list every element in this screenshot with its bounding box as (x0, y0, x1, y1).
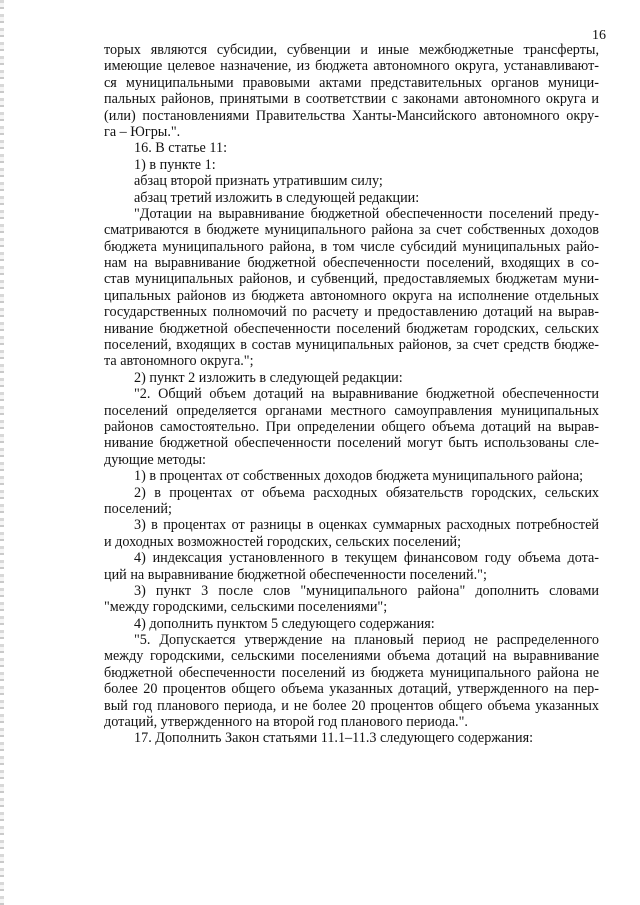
text-line: районов самостоятельно. При определении общего объема дотаций на вырав- (104, 418, 599, 435)
text-line: 4) индексация установленного в текущем финансовом году объема дота- (134, 550, 599, 567)
text-line: нам на выравнивание бюджетной обеспеченности поселений, входящих в со- (104, 255, 599, 272)
text-line: пальных районов, принятыми в соответствии с законами автономного округа и (104, 91, 599, 108)
text-line: и доходных возможностей городских, сельских поселений; (104, 533, 462, 550)
text-line: ций на выравнивание бюджетной обеспеченности поселений."; (104, 566, 487, 583)
text-line: нивание бюджетной обеспеченности поселений бюджетам городских, сельских (104, 320, 599, 337)
text-line: поселений, входящих в состав муниципальных районов, за счет средств бюдже- (104, 337, 599, 354)
text-line: бюджетной обеспеченности поселений из бюджета муниципального района не (104, 664, 599, 681)
text-line: государственных полномочий по расчету и предоставлению дотаций на вырав- (104, 304, 599, 321)
text-line: 1) в процентах от собственных доходов бюджета муниципального района; (134, 468, 584, 485)
text-line: ся муниципальными правовыми актами представительных органов муници- (104, 74, 599, 91)
text-line: (или) постановлениями Правительства Ханты-Мансийского автономного окру- (104, 107, 599, 124)
document-body (104, 42, 599, 747)
text-line: га – Югры.". (104, 123, 181, 140)
text-line: 3) пункт 3 после слов "муниципального района" дополнить словами (134, 582, 599, 599)
text-line: "между городскими, сельскими поселениями"; (104, 599, 388, 616)
text-line: та автономного округа."; (104, 353, 254, 370)
text-line: торых являются субсидии, субвенции и иные межбюджетные трансферты, (104, 42, 599, 58)
page-number: 16 (592, 28, 606, 43)
text-line: 2) пункт 2 изложить в следующей редакции: (134, 369, 403, 386)
text-line: 2) в процентах от объема расходных обязательств городских, сельских (134, 484, 599, 501)
text-line: имеющие целевое назначение, из бюджета автономного округа, устанавливают- (104, 58, 599, 75)
text-line: поселений; (104, 500, 172, 517)
text-line: 17. Дополнить Закон статьями 11.1–11.3 следующего содержания: (134, 730, 534, 747)
text-line: между городскими, сельскими поселениями объема дотаций на выравнивание (104, 648, 599, 665)
text-line: 3) в процентах от разницы в оценках суммарных расходных потребностей (134, 517, 599, 534)
text-line: "5. Допускается утверждение на плановый период не распределенного (134, 632, 599, 649)
text-line: поселений определяется органами местного самоуправления муниципальных (104, 402, 599, 419)
text-line: ципальных районов из бюджета автономного округа на исполнение отдельных (104, 287, 599, 304)
text-line: абзац второй признать утратившим силу; (134, 173, 383, 190)
text-line: 16. В статье 11: (134, 140, 228, 157)
text-line: "Дотации на выравнивание бюджетной обеспеченности поселений преду- (134, 205, 599, 222)
text-line: дующие методы: (104, 451, 206, 468)
text-line: абзац третий изложить в следующей редакции: (134, 189, 420, 206)
text-line: 4) дополнить пунктом 5 следующего содержания: (134, 615, 435, 632)
text-line: бюджета муниципального района, в том числе субсидий муниципальных райо- (104, 238, 599, 255)
text-line: "2. Общий объем дотаций на выравнивание бюджетной обеспеченности (134, 386, 599, 403)
scan-edge (0, 0, 4, 905)
text-line: нивание бюджетной обеспеченности поселений могут быть использованы сле- (104, 435, 599, 452)
text-line: сматриваются в бюджете муниципального района за счет собственных доходов (104, 222, 599, 239)
text-line: вый год планового периода, и не более 20 процентов общего объема указанных (104, 697, 599, 714)
text-line: став муниципальных районов, и субвенций, предоставляемых бюджетам муни- (104, 271, 599, 288)
text-line: дотаций, утвержденного на второй год планового периода.". (104, 714, 468, 731)
text-line: 1) в пункте 1: (134, 156, 216, 173)
text-line: более 20 процентов общего объема указанных дотаций, утвержденного на пер- (104, 681, 599, 698)
